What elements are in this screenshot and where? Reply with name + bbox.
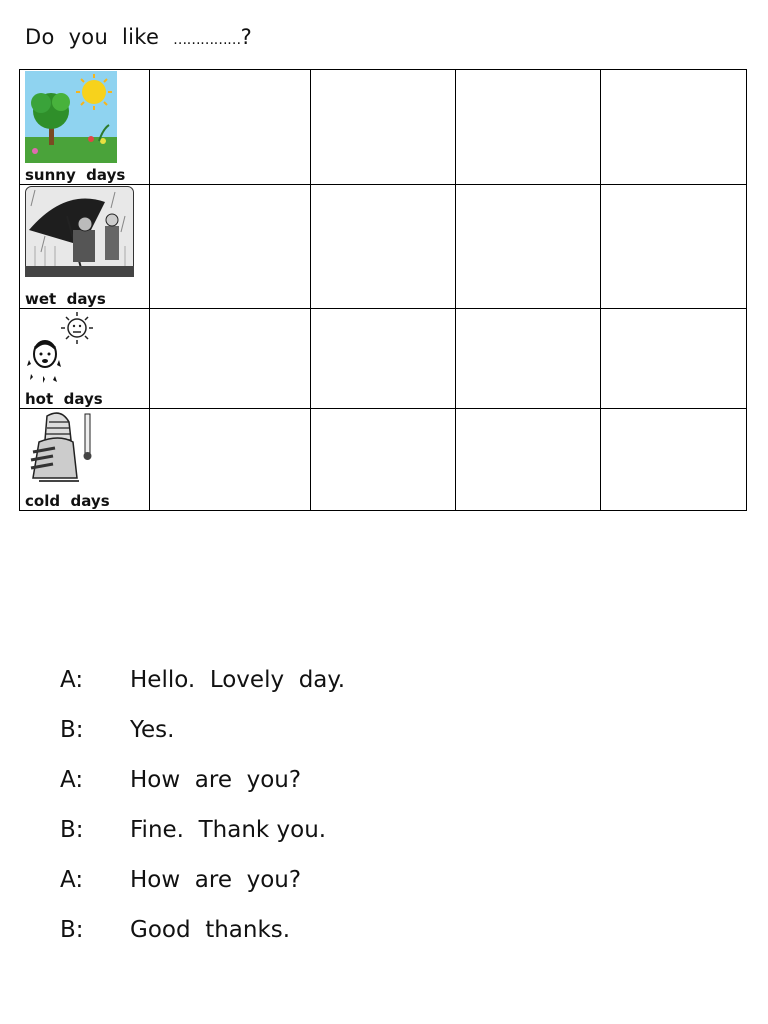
table-row-cold — [20, 409, 747, 511]
weather-cell-hot — [20, 309, 150, 409]
dialogue-text: Good thanks. — [130, 917, 291, 943]
dialogue-speaker: A: — [60, 667, 84, 693]
weather-cell-wet — [20, 185, 150, 309]
table-row-wet — [20, 185, 747, 309]
weather-cell-sunny — [20, 70, 150, 185]
dialogue-text: Fine. Thank you. — [130, 817, 327, 843]
survey-cell[interactable] — [311, 70, 456, 185]
hot-sun-face-icon — [25, 310, 100, 389]
survey-cell[interactable] — [150, 409, 311, 511]
table-row-sunny — [20, 70, 747, 185]
dialogue-speaker: B: — [60, 817, 84, 843]
weather-label-cold: cold days — [25, 492, 110, 510]
cold-person-icon — [25, 410, 97, 492]
survey-cell[interactable] — [150, 70, 311, 185]
dialogue-text: How are you? — [130, 867, 302, 893]
dialogue-text: Hello. Lovely day. — [130, 667, 346, 693]
survey-cell[interactable] — [456, 185, 601, 309]
dialogue-speaker: A: — [60, 767, 84, 793]
weather-label-sunny: sunny days — [25, 166, 126, 184]
weather-label-hot: hot days — [25, 390, 103, 408]
umbrella-rain-icon — [25, 186, 135, 282]
dialogue — [60, 667, 345, 967]
table-row-hot — [20, 309, 747, 409]
survey-cell[interactable] — [150, 309, 311, 409]
survey-cell[interactable] — [311, 309, 456, 409]
survey-cell[interactable] — [601, 70, 747, 185]
survey-cell[interactable] — [311, 185, 456, 309]
survey-cell[interactable] — [601, 185, 747, 309]
dialogue-text: Yes. — [130, 717, 175, 743]
worksheet-title — [25, 25, 252, 49]
survey-cell[interactable] — [456, 309, 601, 409]
survey-cell[interactable] — [456, 70, 601, 185]
survey-cell[interactable] — [456, 409, 601, 511]
dialogue-text: How are you? — [130, 767, 302, 793]
weather-label-wet: wet days — [25, 290, 106, 308]
dialogue-line — [60, 767, 345, 817]
title-blank: …………… — [173, 32, 241, 48]
dialogue-line — [60, 667, 345, 717]
dialogue-line — [60, 717, 345, 767]
dialogue-line — [60, 817, 345, 867]
dialogue-line — [60, 867, 345, 917]
survey-cell[interactable] — [601, 409, 747, 511]
sunny-scene-icon — [25, 71, 117, 167]
dialogue-line — [60, 917, 345, 967]
weather-survey-table — [19, 69, 747, 511]
survey-cell[interactable] — [311, 409, 456, 511]
dialogue-speaker: A: — [60, 867, 84, 893]
title-prompt: Do you like — [25, 25, 174, 49]
dialogue-speaker: B: — [60, 717, 84, 743]
dialogue-speaker: B: — [60, 917, 84, 943]
survey-cell[interactable] — [150, 185, 311, 309]
survey-cell[interactable] — [601, 309, 747, 409]
title-question-mark: ? — [240, 25, 253, 49]
weather-cell-cold — [20, 409, 150, 511]
